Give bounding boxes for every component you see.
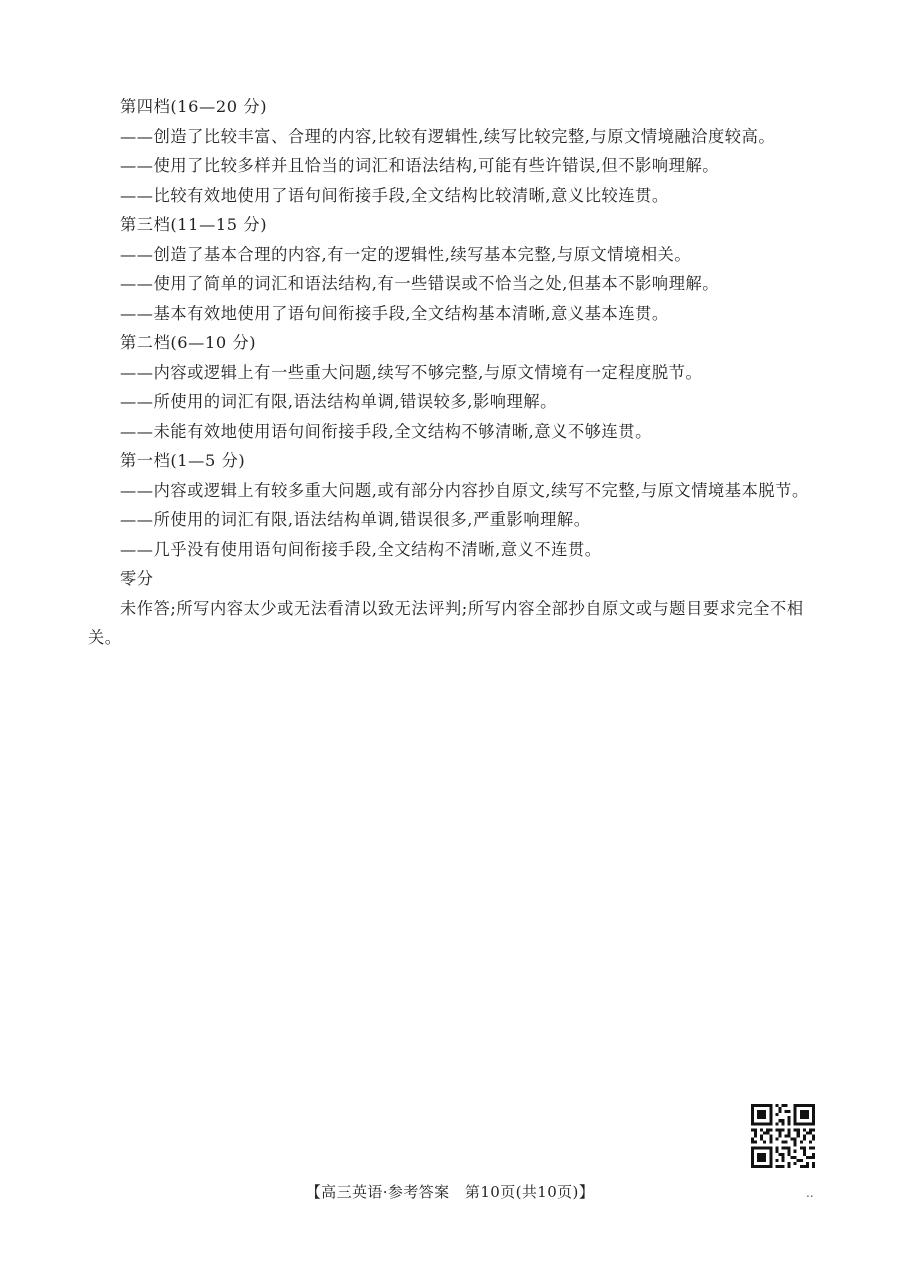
level4-heading: 第四档(16—20 分) <box>120 97 268 116</box>
level2-item: ——内容或逻辑上有一些重大问题,续写不够完整,与原文情境有一定程度脱节。 <box>120 362 703 382</box>
level4-item: ——使用了比较多样并且恰当的词汇和语法结构,可能有些许错误,但不影响理解。 <box>120 156 720 175</box>
qr-code-icon <box>751 1104 815 1168</box>
level2-heading: 第二档(6—10 分) <box>120 333 257 352</box>
footer-dots: .. <box>806 1186 814 1200</box>
zero-heading: 零分 <box>120 569 154 588</box>
page-footer: 【高三英语·参考答案 第10页(共10页)】 <box>305 1183 595 1201</box>
level3-item: ——创造了基本合理的内容,有一定的逻辑性,续写基本完整,与原文情境相关。 <box>120 244 692 264</box>
zero-text: 未作答;所写内容太少或无法看清以致无法评判;所写内容全部抄自原文或与题目要求完全不相关。 <box>88 598 804 647</box>
level1-item: ——所使用的词汇有限,语法结构单调,错误很多,严重影响理解。 <box>120 510 591 529</box>
level4-item: ——创造了比较丰富、合理的内容,比较有逻辑性,续写比较完整,与原文情境融洽度较高。 <box>120 126 776 146</box>
level1-heading: 第一档(1—5 分) <box>120 451 246 470</box>
level3-item: ——基本有效地使用了语句间衔接手段,全文结构基本清晰,意义基本连贯。 <box>120 303 669 323</box>
level2-item: ——所使用的词汇有限,语法结构单调,错误较多,影响理解。 <box>120 392 557 411</box>
level1-item: ——内容或逻辑上有较多重大问题,或有部分内容抄自原文,续写不完整,与原文情境基本脱节。 <box>120 480 809 500</box>
level4-item: ——比较有效地使用了语句间衔接手段,全文结构比较清晰,意义比较连贯。 <box>120 185 669 205</box>
level3-item: ——使用了简单的词汇和语法结构,有一些错误或不恰当之处,但基本不影响理解。 <box>120 274 720 293</box>
level2-item: ——未能有效地使用语句间衔接手段,全文结构不够清晰,意义不够连贯。 <box>120 421 652 441</box>
rubric-body <box>88 92 818 653</box>
level3-heading: 第三档(11—15 分) <box>120 215 268 234</box>
level1-item: ——几乎没有使用语句间衔接手段,全文结构不清晰,意义不连贯。 <box>120 539 602 559</box>
